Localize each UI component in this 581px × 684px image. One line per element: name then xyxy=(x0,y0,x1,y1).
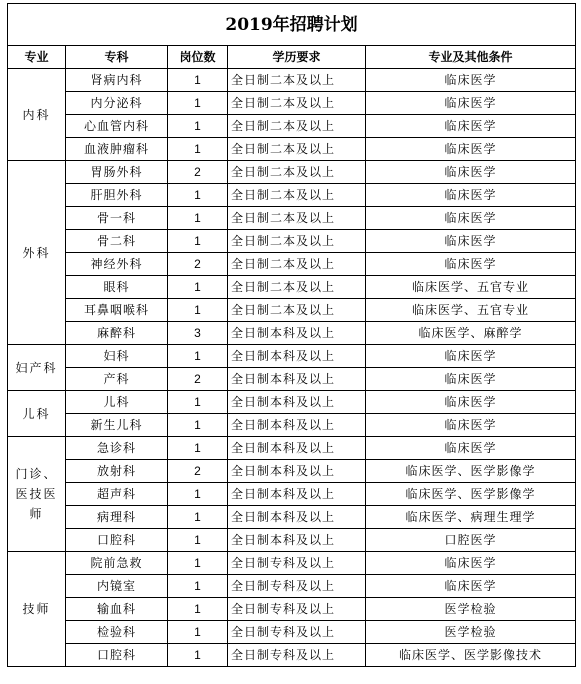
conditions-cell: 口腔医学 xyxy=(366,529,576,552)
specialty-cell: 神经外科 xyxy=(66,253,168,276)
education-cell: 全日制二本及以上 xyxy=(228,253,366,276)
conditions-cell: 临床医学 xyxy=(366,69,576,92)
specialty-cell: 耳鼻咽喉科 xyxy=(66,299,168,322)
conditions-cell: 临床医学 xyxy=(366,345,576,368)
table-row xyxy=(8,345,576,368)
title-row xyxy=(8,4,576,46)
major-cell: 外科 xyxy=(8,161,66,345)
positions-cell: 1 xyxy=(168,345,228,368)
conditions-cell: 临床医学 xyxy=(366,161,576,184)
education-cell: 全日制专科及以上 xyxy=(228,598,366,621)
conditions-cell: 临床医学 xyxy=(366,437,576,460)
education-cell: 全日制本科及以上 xyxy=(228,345,366,368)
specialty-cell: 骨二科 xyxy=(66,230,168,253)
education-cell: 全日制本科及以上 xyxy=(228,437,366,460)
positions-cell: 1 xyxy=(168,644,228,667)
education-cell: 全日制本科及以上 xyxy=(228,414,366,437)
specialty-cell: 急诊科 xyxy=(66,437,168,460)
positions-cell: 3 xyxy=(168,322,228,345)
conditions-cell: 医学检验 xyxy=(366,621,576,644)
education-cell: 全日制本科及以上 xyxy=(228,322,366,345)
education-cell: 全日制本科及以上 xyxy=(228,460,366,483)
table-row xyxy=(8,575,576,598)
education-cell: 全日制二本及以上 xyxy=(228,299,366,322)
table-row xyxy=(8,69,576,92)
header-education: 学历要求 xyxy=(228,46,366,69)
major-cell: 妇产科 xyxy=(8,345,66,391)
conditions-cell: 临床医学 xyxy=(366,391,576,414)
positions-cell: 1 xyxy=(168,506,228,529)
positions-cell: 1 xyxy=(168,138,228,161)
positions-cell: 2 xyxy=(168,460,228,483)
positions-cell: 1 xyxy=(168,115,228,138)
table-row xyxy=(8,253,576,276)
positions-cell: 1 xyxy=(168,529,228,552)
education-cell: 全日制专科及以上 xyxy=(228,621,366,644)
conditions-cell: 临床医学 xyxy=(366,115,576,138)
specialty-cell: 肝胆外科 xyxy=(66,184,168,207)
table-row xyxy=(8,184,576,207)
specialty-cell: 超声科 xyxy=(66,483,168,506)
specialty-cell: 内分泌科 xyxy=(66,92,168,115)
table-row xyxy=(8,230,576,253)
specialty-cell: 肾病内科 xyxy=(66,69,168,92)
conditions-cell: 医学检验 xyxy=(366,598,576,621)
specialty-cell: 院前急救 xyxy=(66,552,168,575)
education-cell: 全日制本科及以上 xyxy=(228,529,366,552)
conditions-cell: 临床医学 xyxy=(366,414,576,437)
table-row xyxy=(8,552,576,575)
table-row xyxy=(8,299,576,322)
specialty-cell: 眼科 xyxy=(66,276,168,299)
positions-cell: 1 xyxy=(168,414,228,437)
major-cell: 技师 xyxy=(8,552,66,667)
conditions-cell: 临床医学 xyxy=(366,552,576,575)
education-cell: 全日制本科及以上 xyxy=(228,391,366,414)
positions-cell: 1 xyxy=(168,483,228,506)
specialty-cell: 产科 xyxy=(66,368,168,391)
table-row xyxy=(8,529,576,552)
conditions-cell: 临床医学 xyxy=(366,368,576,391)
positions-cell: 1 xyxy=(168,552,228,575)
conditions-cell: 临床医学、医学影像学 xyxy=(366,483,576,506)
education-cell: 全日制二本及以上 xyxy=(228,230,366,253)
specialty-cell: 检验科 xyxy=(66,621,168,644)
education-cell: 全日制二本及以上 xyxy=(228,184,366,207)
table-row xyxy=(8,598,576,621)
conditions-cell: 临床医学 xyxy=(366,575,576,598)
table-title: 2019年招聘计划 xyxy=(8,4,576,46)
specialty-cell: 口腔科 xyxy=(66,644,168,667)
major-cell: 儿科 xyxy=(8,391,66,437)
education-cell: 全日制专科及以上 xyxy=(228,575,366,598)
conditions-cell: 临床医学 xyxy=(366,92,576,115)
header-conditions: 专业及其他条件 xyxy=(366,46,576,69)
table-row xyxy=(8,621,576,644)
major-cell: 门诊、医技医师 xyxy=(8,437,66,552)
recruitment-plan-table xyxy=(7,3,576,667)
specialty-cell: 骨一科 xyxy=(66,207,168,230)
positions-cell: 1 xyxy=(168,621,228,644)
conditions-cell: 临床医学 xyxy=(366,184,576,207)
table-row xyxy=(8,414,576,437)
positions-cell: 1 xyxy=(168,92,228,115)
major-cell: 内科 xyxy=(8,69,66,161)
conditions-cell: 临床医学 xyxy=(366,138,576,161)
header-row xyxy=(8,46,576,69)
positions-cell: 1 xyxy=(168,230,228,253)
specialty-cell: 血液肿瘤科 xyxy=(66,138,168,161)
conditions-cell: 临床医学 xyxy=(366,207,576,230)
specialty-cell: 输血科 xyxy=(66,598,168,621)
positions-cell: 1 xyxy=(168,69,228,92)
positions-cell: 1 xyxy=(168,391,228,414)
specialty-cell: 放射科 xyxy=(66,460,168,483)
conditions-cell: 临床医学 xyxy=(366,253,576,276)
specialty-cell: 口腔科 xyxy=(66,529,168,552)
specialty-cell: 胃肠外科 xyxy=(66,161,168,184)
specialty-cell: 儿科 xyxy=(66,391,168,414)
positions-cell: 1 xyxy=(168,437,228,460)
table-row xyxy=(8,138,576,161)
education-cell: 全日制二本及以上 xyxy=(228,207,366,230)
positions-cell: 1 xyxy=(168,299,228,322)
education-cell: 全日制本科及以上 xyxy=(228,483,366,506)
specialty-cell: 新生儿科 xyxy=(66,414,168,437)
specialty-cell: 病理科 xyxy=(66,506,168,529)
specialty-cell: 麻醉科 xyxy=(66,322,168,345)
table-row xyxy=(8,483,576,506)
education-cell: 全日制二本及以上 xyxy=(228,69,366,92)
education-cell: 全日制本科及以上 xyxy=(228,506,366,529)
table-row xyxy=(8,391,576,414)
education-cell: 全日制二本及以上 xyxy=(228,92,366,115)
table-row xyxy=(8,161,576,184)
education-cell: 全日制二本及以上 xyxy=(228,276,366,299)
education-cell: 全日制本科及以上 xyxy=(228,368,366,391)
header-major: 专业 xyxy=(8,46,66,69)
positions-cell: 1 xyxy=(168,598,228,621)
conditions-cell: 临床医学、医学影像技术 xyxy=(366,644,576,667)
conditions-cell: 临床医学、五官专业 xyxy=(366,299,576,322)
conditions-cell: 临床医学、医学影像学 xyxy=(366,460,576,483)
positions-cell: 1 xyxy=(168,276,228,299)
positions-cell: 2 xyxy=(168,161,228,184)
positions-cell: 2 xyxy=(168,368,228,391)
education-cell: 全日制二本及以上 xyxy=(228,115,366,138)
table-row xyxy=(8,115,576,138)
table-row xyxy=(8,644,576,667)
conditions-cell: 临床医学、五官专业 xyxy=(366,276,576,299)
table-row xyxy=(8,276,576,299)
education-cell: 全日制二本及以上 xyxy=(228,161,366,184)
positions-cell: 2 xyxy=(168,253,228,276)
table-row xyxy=(8,506,576,529)
table-row xyxy=(8,207,576,230)
table-row xyxy=(8,368,576,391)
header-positions: 岗位数 xyxy=(168,46,228,69)
positions-cell: 1 xyxy=(168,575,228,598)
specialty-cell: 妇科 xyxy=(66,345,168,368)
table-row xyxy=(8,460,576,483)
table-row xyxy=(8,437,576,460)
conditions-cell: 临床医学、麻醉学 xyxy=(366,322,576,345)
table-row xyxy=(8,92,576,115)
education-cell: 全日制专科及以上 xyxy=(228,552,366,575)
education-cell: 全日制二本及以上 xyxy=(228,138,366,161)
table-row xyxy=(8,322,576,345)
education-cell: 全日制专科及以上 xyxy=(228,644,366,667)
specialty-cell: 心血管内科 xyxy=(66,115,168,138)
conditions-cell: 临床医学、病理生理学 xyxy=(366,506,576,529)
header-specialty: 专科 xyxy=(66,46,168,69)
specialty-cell: 内镜室 xyxy=(66,575,168,598)
positions-cell: 1 xyxy=(168,184,228,207)
positions-cell: 1 xyxy=(168,207,228,230)
conditions-cell: 临床医学 xyxy=(366,230,576,253)
